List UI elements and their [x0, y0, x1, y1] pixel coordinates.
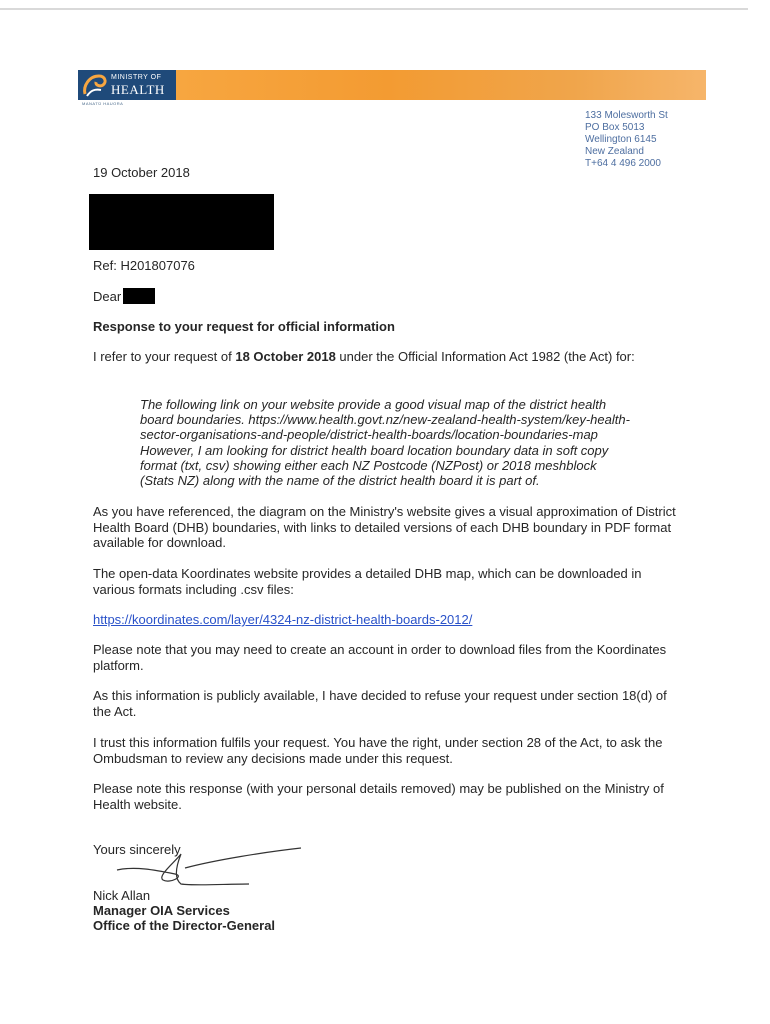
- quote-line: (Stats NZ) along with the name of the district health board it is part of.: [140, 473, 540, 489]
- address-line: Wellington 6145: [585, 134, 657, 145]
- redacted-name: [123, 288, 155, 304]
- letter-subject: Response to your request for official information: [93, 319, 395, 334]
- quoted-request: [140, 397, 680, 488]
- signer-title: Manager OIA Services: [93, 903, 230, 918]
- quote-line: sector-organisations-and-people/district-health-boards/location-boundaries-map: [140, 427, 598, 443]
- address-phone: T+64 4 496 2000: [585, 158, 661, 169]
- redacted-recipient-address: [89, 194, 274, 250]
- logo-text-big: HEALTH: [111, 82, 165, 97]
- ministry-logo: [78, 70, 176, 100]
- koru-logo-icon: [81, 72, 109, 98]
- quote-line: format (txt, csv) showing either each NZ Postcode (NZPost) or 2018 meshblock: [140, 457, 597, 473]
- paragraph-ombudsman: I trust this information fulfils your request. You have the right, under section 28 of the Act, to ask the Ombudsman to review any decisions made under this request.: [93, 735, 663, 766]
- sender-address: [585, 110, 668, 170]
- signer-office: Office of the Director-General: [93, 918, 276, 933]
- signature-icon: [115, 840, 305, 890]
- request-date: 18 October 2018: [235, 349, 336, 364]
- paragraph-refusal: As this information is publicly available, I have decided to refuse your request under section 18(d) of the Act.: [93, 688, 667, 719]
- address-line: 133 Molesworth St: [585, 110, 668, 121]
- salutation: [93, 288, 155, 305]
- salutation-text: Dear: [93, 289, 122, 304]
- signer-name: Nick Allan: [93, 888, 151, 903]
- koordinates-link[interactable]: https://koordinates.com/layer/4324-nz-district-health-boards-2012/: [93, 612, 473, 627]
- paragraph-text: under the Official Information Act 1982 (the Act) for:: [335, 349, 635, 364]
- address-line: New Zealand: [585, 146, 644, 157]
- paragraph-publication: Please note this response (with your personal details removed) may be published on the Ministry of Health website.: [93, 781, 664, 812]
- letterhead-band: [78, 70, 706, 100]
- scan-edge-line: [0, 8, 748, 10]
- quote-line: board boundaries. https://www.health.govt.nz/new-zealand-health-system/key-health-: [140, 412, 630, 428]
- paragraph-diagram: As you have referenced, the diagram on the Ministry's website gives a visual approximation of District Health Board (DHB) boundaries, with links to detailed versions of each DHB boundary in PDF format available for download.: [93, 504, 676, 550]
- logo-text-small: MINISTRY OF: [111, 74, 162, 81]
- orange-band: [176, 70, 706, 100]
- address-line: PO Box 5013: [585, 122, 645, 133]
- closing: Yours sincerely: [93, 842, 181, 857]
- paragraph-text: I refer to your request of: [93, 349, 236, 364]
- paragraph-account: Please note that you may need to create an account in order to download files from the Koordinates platform.: [93, 642, 667, 673]
- reference-number: Ref: H201807076: [93, 258, 195, 273]
- letter-date: 19 October 2018: [93, 165, 190, 180]
- quote-line: However, I am looking for district health board location boundary data in soft copy: [140, 442, 609, 458]
- quote-line: The following link on your website provide a good visual map of the district health: [140, 397, 607, 412]
- logo-subtitle: MANATŪ HAUORA: [82, 101, 124, 106]
- paragraph-koordinates: The open-data Koordinates website provides a detailed DHB map, which can be downloaded in various formats including .csv files:: [93, 566, 642, 597]
- paragraph-request: [93, 349, 673, 365]
